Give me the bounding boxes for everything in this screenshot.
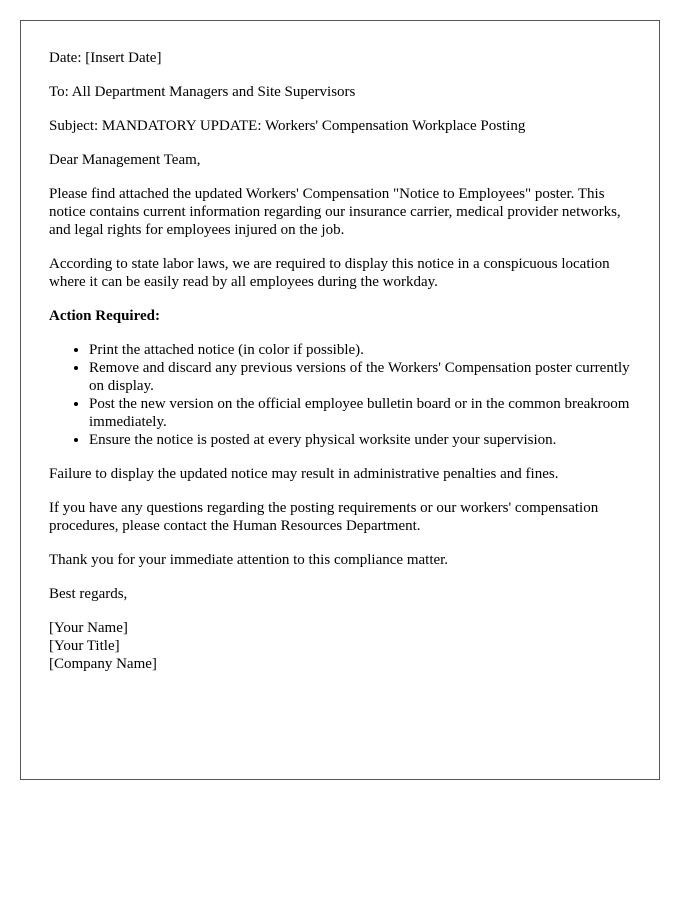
body-paragraph-contact: If you have any questions regarding the posting requirements or our workers' compensation procedures, please contact the Human Resources Department. — [49, 500, 599, 534]
recipient-line: To: All Department Managers and Site Supervisors — [49, 84, 356, 100]
signature-company: [Company Name] — [49, 656, 157, 672]
salutation: Dear Management Team, — [49, 152, 201, 168]
body-paragraph-penalty: Failure to display the updated notice may result in administrative penalties and fines. — [49, 466, 559, 482]
closing: Best regards, — [49, 586, 128, 602]
action-required-heading: Action Required: — [49, 308, 160, 324]
letter-page — [20, 20, 660, 780]
action-item: • Post the new version on the official employee bulletin board or in the common breakroom immediately. — [89, 395, 631, 431]
signature-name: [Your Name] — [49, 620, 128, 636]
body-paragraph-thanks: Thank you for your immediate attention to this compliance matter. — [49, 552, 449, 568]
body-paragraph-attached-notice: Please find attached the updated Workers' Compensation "Notice to Employees" poster. This notice contains current information regarding our insurance carrier, medical provider networks, and legal rights for employees injured on the job. — [49, 186, 621, 238]
subject-line: Subject: MANDATORY UPDATE: Workers' Compensation Workplace Posting — [49, 118, 526, 134]
action-item: • Print the attached notice (in color if possible). — [89, 341, 631, 359]
body-paragraph-legal-requirement: According to state labor laws, we are required to display this notice in a conspicuous location where it can be easily read by all employees during the workday. — [49, 256, 610, 290]
action-list — [49, 341, 631, 449]
action-item: • Ensure the notice is posted at every physical worksite under your supervision. — [89, 431, 631, 449]
signature-block — [49, 619, 631, 673]
date-line: Date: [Insert Date] — [49, 50, 162, 66]
action-item: • Remove and discard any previous versions of the Workers' Compensation poster currently on display. — [89, 359, 631, 395]
signature-title: [Your Title] — [49, 638, 120, 654]
